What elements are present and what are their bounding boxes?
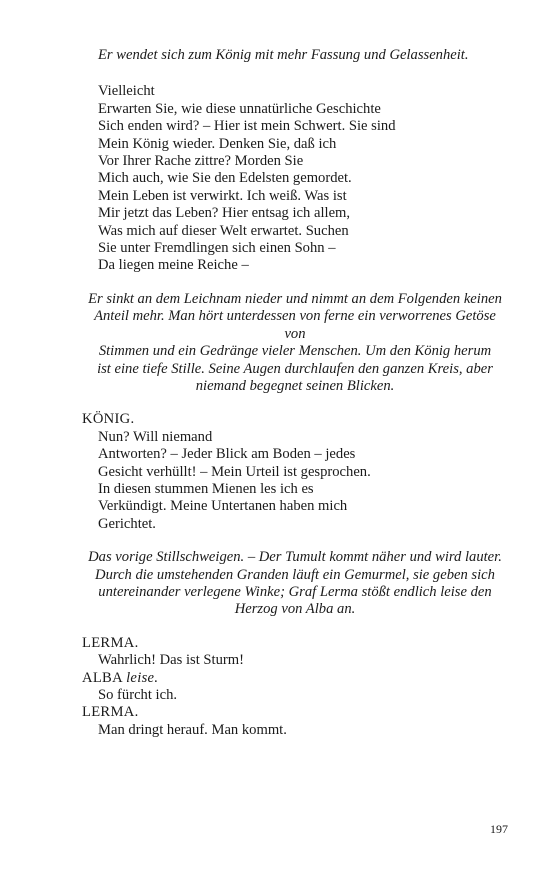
verse-block (82, 83, 508, 274)
verse-line: Mir jetzt das Leben? Hier entsag ich allem, (98, 205, 351, 222)
dialogue-end (82, 635, 508, 739)
verse-line: Da liegen meine Reiche – (98, 257, 249, 274)
verse-line: Sie unter Fremdlingen sich einen Sohn – (98, 240, 336, 257)
speaker-note: leise. (126, 669, 159, 686)
verse-line: Was mich auf dieser Welt erwartet. Suchen (98, 222, 349, 239)
verse-line: Wahrlich! Das ist Sturm! (98, 652, 244, 669)
stage-line: Er sinkt an dem Leichnam nieder und nimmt an dem Folgenden keinen (88, 290, 502, 307)
verse-line: Mich auch, wie Sie den Edelsten gemordet. (98, 170, 352, 187)
stage-line: Das vorige Stillschweigen. – Der Tumult kommt näher und wird lauter. (88, 549, 502, 566)
speaker-name: ALBA (82, 669, 123, 686)
stage-line: Durch die umstehenden Granden läuft ein Gemurmel, sie geben sich (95, 566, 495, 583)
verse-line: Erwarten Sie, wie diese unnatürliche Geschichte (98, 100, 381, 117)
speaker-name: KÖNIG. (82, 411, 135, 428)
speaker-line-alba (82, 670, 508, 687)
stage-line: niemand begegnet seinen Blicken. (195, 377, 395, 394)
stage-line: Stimmen und ein Gedränge vieler Menschen. Um den König herum (98, 343, 492, 360)
stage-line: ist eine tiefe Stille. Seine Augen durchlaufen den ganzen Kreis, aber (97, 360, 493, 377)
verse-line: Mein König wieder. Denken Sie, daß ich (98, 135, 337, 152)
speaker-name: LERMA. (82, 704, 139, 721)
stage-line: von (284, 325, 306, 342)
verse-line: Nun? Will niemand (98, 428, 213, 445)
stage-direction: Er wendet sich zum König mit mehr Fassung und Gelassenheit. (98, 47, 469, 63)
speaker-name: LERMA. (82, 634, 139, 651)
verse-line: In diesen stummen Mienen les ich es (98, 480, 314, 497)
stage-line: Anteil mehr. Man hört unterdessen von ferne ein verworrenes Getöse (94, 308, 496, 325)
stage-line: untereinander verlegene Winke; Graf Lerma stößt endlich leise den (98, 583, 492, 600)
verse-line: So fürcht ich. (98, 687, 178, 703)
page-number: 197 (490, 822, 508, 836)
verse-line: Verkündigt. Meine Untertanen haben mich (98, 498, 348, 515)
verse-line: Man dringt herauf. Man kommt. (98, 721, 287, 738)
verse-line: Vielleicht (98, 83, 155, 100)
stage-direction (82, 549, 508, 619)
verse-line: Gesicht verhüllt! – Mein Urteil ist gesprochen. (98, 463, 371, 480)
verse-line: Gerichtet. (98, 515, 156, 532)
page-body (82, 47, 508, 739)
stage-line: Herzog von Alba an. (234, 601, 356, 618)
verse-line: Mein Leben ist verwirkt. Ich weiß. Was ist (98, 187, 347, 204)
verse-line: Sich enden wird? – Hier ist mein Schwert. Sie sind (98, 118, 396, 135)
verse-line: Antworten? – Jeder Blick am Boden – jedes (98, 446, 356, 463)
stage-direction (82, 291, 508, 395)
verse-line: Vor Ihrer Rache zittre? Morden Sie (98, 153, 304, 170)
speech-koenig (82, 411, 508, 533)
